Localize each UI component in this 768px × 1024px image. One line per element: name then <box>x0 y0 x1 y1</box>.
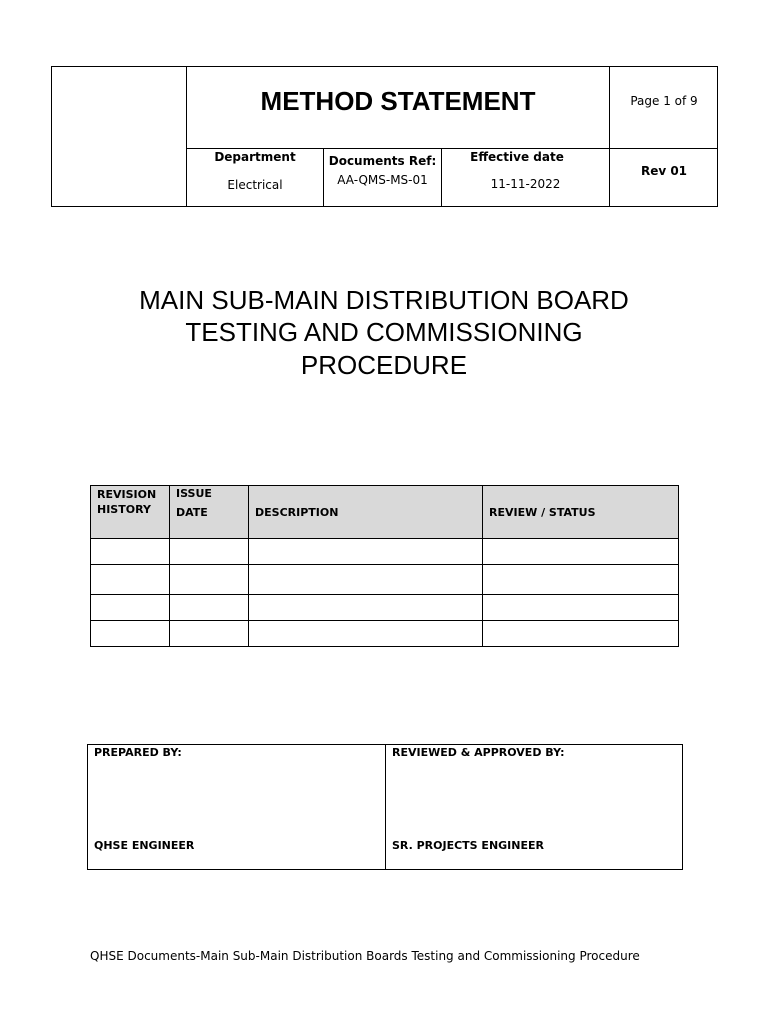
effective-date-value: 11-11-2022 <box>490 177 561 191</box>
table-cell[interactable] <box>483 595 679 621</box>
reviewed-by-role: SR. PROJECTS ENGINEER <box>392 839 544 852</box>
prepared-by-role: QHSE ENGINEER <box>94 839 195 852</box>
table-cell[interactable] <box>483 539 679 565</box>
revision-history-table <box>90 485 679 647</box>
table-row <box>91 539 679 565</box>
column-header-issue-date <box>170 486 249 539</box>
table-cell[interactable] <box>170 595 249 621</box>
effective-date-label: Effective date <box>470 150 564 164</box>
table-cell[interactable] <box>249 565 483 595</box>
table-cell[interactable] <box>249 621 483 647</box>
column-header-description: DESCRIPTION <box>249 486 483 539</box>
prepared-by-label: PREPARED BY: <box>94 746 182 759</box>
table-row <box>91 565 679 595</box>
prepared-by-cell[interactable] <box>88 745 386 870</box>
header-divider <box>609 66 610 207</box>
page-number: Page 1 of 9 <box>630 94 698 108</box>
table-header-row <box>91 486 679 539</box>
logo-area <box>51 66 186 207</box>
procedure-title-line-2: TESTING AND COMMISSIONING <box>185 317 583 347</box>
procedure-title-line-1: MAIN SUB-MAIN DISTRIBUTION BOARD <box>139 285 629 315</box>
table-row <box>91 595 679 621</box>
column-header-text: ISSUE <box>176 487 212 500</box>
page-footer: QHSE Documents-Main Sub-Main Distribution Boards Testing and Commissioning Procedure <box>90 949 640 963</box>
document-ref-label: Documents Ref: <box>328 154 437 168</box>
header-divider <box>186 148 718 149</box>
table-cell[interactable] <box>170 621 249 647</box>
signature-table <box>87 744 683 870</box>
document-ref-value: AA-QMS-MS-01 <box>337 173 428 187</box>
column-header-text: HISTORY <box>97 503 151 516</box>
table-cell[interactable] <box>91 539 170 565</box>
reviewed-by-cell[interactable] <box>386 745 683 870</box>
table-cell[interactable] <box>170 565 249 595</box>
table-cell[interactable] <box>91 621 170 647</box>
reviewed-by-label: REVIEWED & APPROVED BY: <box>392 746 565 759</box>
procedure-title-line-3: PROCEDURE <box>300 350 468 380</box>
table-cell[interactable] <box>483 621 679 647</box>
table-cell[interactable] <box>249 539 483 565</box>
column-header-text: DATE <box>176 506 208 519</box>
table-cell[interactable] <box>91 595 170 621</box>
column-header-text: REVISION <box>97 488 157 501</box>
table-cell[interactable] <box>483 565 679 595</box>
table-row <box>91 621 679 647</box>
department-label: Department <box>214 150 296 164</box>
column-header-review-status: REVIEW / STATUS <box>483 486 679 539</box>
document-type-title: METHOD STATEMENT <box>260 86 536 116</box>
column-header-revision-history <box>91 486 170 539</box>
revision-number: Rev 01 <box>640 164 688 178</box>
table-cell[interactable] <box>91 565 170 595</box>
department-value: Electrical <box>227 178 283 192</box>
table-cell[interactable] <box>170 539 249 565</box>
table-cell[interactable] <box>249 595 483 621</box>
